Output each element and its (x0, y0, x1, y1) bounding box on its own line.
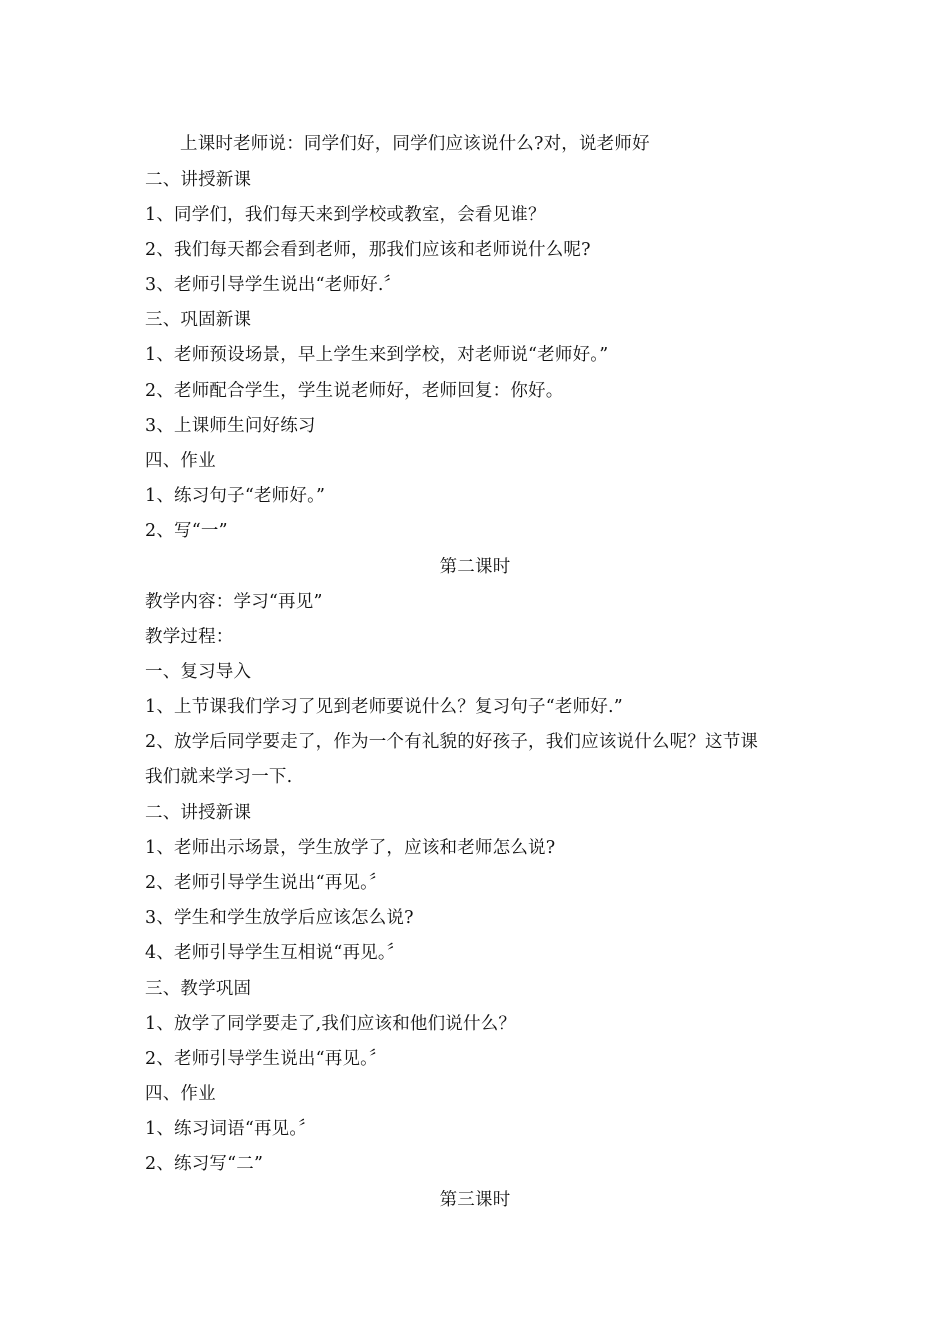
paragraph-line: 四、作业 (145, 1084, 216, 1104)
paragraph-line: 1、练习句子“老师好。” (145, 486, 326, 506)
paragraph-line: 四、作业 (145, 451, 216, 471)
section-heading: 第二课时 (439, 557, 511, 577)
paragraph-line: 2、老师引导学生说出“再见。〞 (145, 1049, 387, 1069)
paragraph-line: 2、老师引导学生说出“再见。〞 (145, 873, 387, 893)
paragraph-line: 1、老师出示场景，学生放学了，应该和老师怎么说? (145, 838, 556, 858)
paragraph-line: 2、写“一” (145, 521, 228, 541)
paragraph-line: 1、练习词语“再见。〞 (145, 1119, 317, 1139)
paragraph-line: 1、上节课我们学习了见到老师要说什么？复习句子“老师好.” (145, 697, 623, 717)
paragraph-line: 1、老师预设场景，早上学生来到学校，对老师说“老师好。” (145, 345, 609, 365)
paragraph-line: 1、放学了同学要走了,我们应该和他们说什么？ (145, 1014, 517, 1034)
paragraph-line: 教学内容：学习“再见” (145, 592, 323, 612)
paragraph-line: 三、教学巩固 (145, 979, 252, 999)
paragraph-line: 教学过程： (145, 627, 234, 647)
paragraph-line: 二、讲授新课 (145, 170, 252, 190)
section-heading: 第三课时 (439, 1190, 511, 1210)
paragraph-line: 二、讲授新课 (145, 803, 252, 823)
paragraph-line: 2、放学后同学要走了，作为一个有礼貌的好孩子，我们应该说什么呢？这节课 (145, 732, 759, 752)
paragraph-line: 一、复习导入 (145, 662, 252, 682)
paragraph-line: 2、我们每天都会看到老师，那我们应该和老师说什么呢? (145, 240, 591, 260)
paragraph-line: 三、巩固新课 (145, 310, 252, 330)
paragraph-line: 4、老师引导学生互相说“再见。〞 (145, 943, 405, 963)
paragraph-line: 2、练习写“二” (145, 1154, 264, 1174)
paragraph-line: 上课时老师说：同学们好，同学们应该说什么?对，说老师好 (180, 134, 650, 154)
paragraph-line: 2、老师配合学生，学生说老师好，老师回复：你好。 (145, 381, 564, 401)
paragraph-line: 3、老师引导学生说出“老师好.〞 (145, 275, 402, 295)
paragraph-line: 3、上课师生问好练习 (145, 416, 316, 436)
paragraph-line: 1、同学们，我们每天来到学校或教室，会看见谁？ (145, 205, 546, 225)
paragraph-line: 我们就来学习一下. (145, 767, 293, 787)
paragraph-line: 3、学生和学生放学后应该怎么说? (145, 908, 414, 928)
